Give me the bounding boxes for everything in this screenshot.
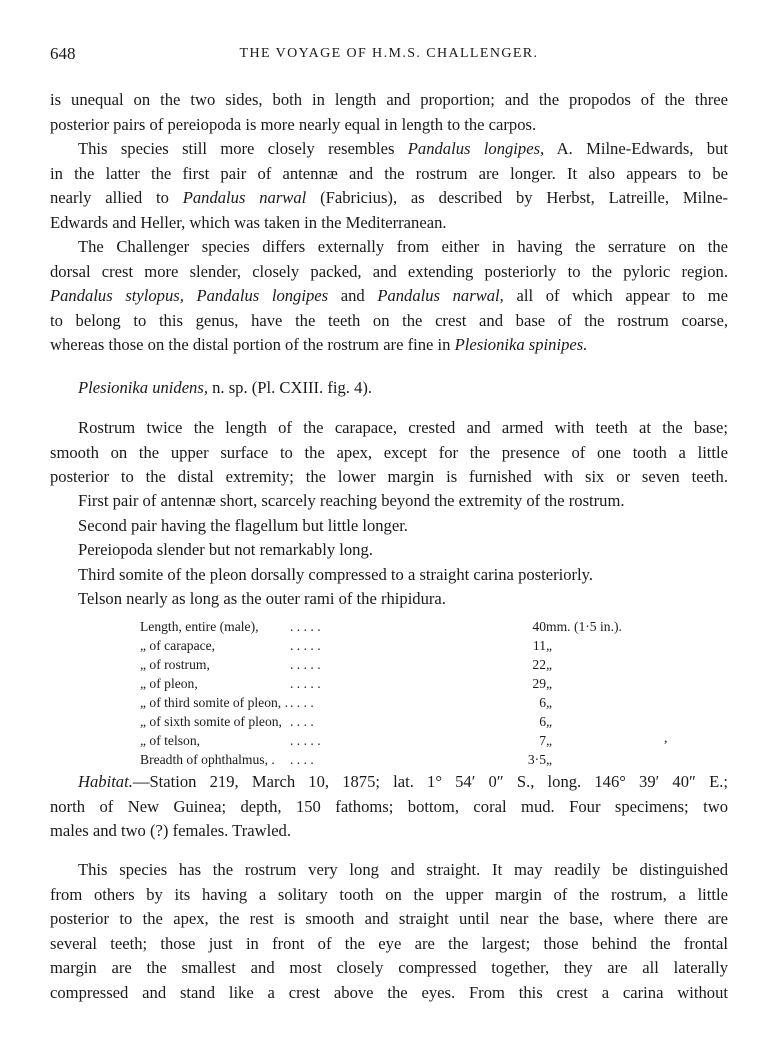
taxon-name: Pandalus longipes,: [407, 139, 545, 158]
leader-dots: . . . . .: [290, 676, 321, 691]
measurement-value: 40: [532, 619, 546, 634]
description-rostrum: [50, 416, 728, 490]
measurement-row: [140, 617, 636, 636]
measurement-row: [140, 636, 636, 655]
text-line: posterior to the distal extremity; the lower margin is furnished with six or seven teeth.: [50, 467, 728, 486]
measurement-unit: mm. (1·5 in.).: [546, 619, 622, 634]
leader-dots: . . . .: [290, 695, 314, 710]
text-line: from others by its having a solitary tooth on the upper margin of the rostrum, a little: [50, 884, 728, 904]
measurement-value: 29: [532, 676, 546, 691]
leader-dots: . . . . .: [290, 638, 321, 653]
measurement-value: 3·5: [527, 752, 546, 767]
habitat-paragraph: [50, 770, 728, 844]
text-line: Edwards and Heller, which was taken in the Mediterranean.: [50, 212, 447, 232]
leader-dots: . . . .: [290, 752, 314, 767]
page-number: 648: [50, 44, 76, 63]
measurement-label: „ of pleon,: [140, 676, 198, 691]
measurement-row: [140, 750, 636, 769]
measurements-table: [140, 617, 636, 769]
text-line: to belong to this genus, have the teeth on the crest and base of the rostrum coarse,: [50, 310, 728, 330]
text-line: several teeth; those just in front of the eye are the largest; those behind the frontal: [50, 933, 728, 953]
paragraph-comparison: [50, 137, 728, 235]
text-line: north of New Guinea; depth, 150 fathoms; bottom, coral mud. Four specimens; two: [50, 796, 728, 816]
text-line: posterior pairs of pereiopoda is more nearly equal in length to the carpos.: [50, 114, 537, 134]
text-line: in the latter the first pair of antennæ and the rostrum are longer. It also appears to be: [50, 163, 728, 183]
species-heading: Plesionika unidens, n. sp. (Pl. CXIII. fig. 4).: [78, 378, 373, 397]
closing-paragraph: [50, 858, 728, 1005]
running-title: THE VOYAGE OF H.M.S. CHALLENGER.: [239, 46, 539, 61]
paragraph-continuation: [50, 88, 728, 137]
leader-dots: . . . . .: [290, 657, 321, 672]
text-line: is unequal on the two sides, both in length and proportion; and the propodos of the three: [50, 90, 728, 109]
text-line: This species still more closely resembles Pandalus longipes, A. Milne-Edwards, but: [78, 139, 728, 158]
species-name: Plesionika unidens,: [78, 378, 208, 397]
text-line: Third somite of the pleon dorsally compressed to a straight carina posteriorly.: [78, 564, 594, 584]
measurement-value: 11: [532, 638, 546, 653]
text-line: First pair of antennæ short, scarcely reaching beyond the extremity of the rostrum.: [78, 491, 625, 510]
measurement-unit: „: [546, 676, 553, 691]
measurement-unit: „: [546, 733, 553, 748]
measurement-label: Breadth of ophthalmus, .: [140, 752, 275, 767]
text-line: nearly allied to Pandalus narwal (Fabricius), as described by Herbst, Latreille, Milne-: [50, 188, 728, 207]
leader-dots: . . . .: [290, 714, 314, 729]
measurement-unit: „: [546, 638, 553, 653]
measurement-value: 6: [539, 714, 546, 729]
measurement-unit: „: [546, 695, 553, 710]
description-characters: [50, 489, 728, 612]
text-line: Second pair having the flagellum but little longer.: [78, 515, 408, 535]
measurement-row: [140, 693, 636, 712]
text-line: Habitat.—Station 219, March 10, 1875; lat. 1° 54′ 0″ S., long. 146° 39′ 40″ E.;: [78, 772, 728, 791]
measurement-label: Length, entire (male),: [140, 619, 259, 634]
taxon-name: Plesionika spinipes.: [454, 335, 588, 354]
measurement-value: 22: [532, 657, 546, 672]
measurement-label: „ of sixth somite of pleon,: [140, 714, 282, 729]
leader-dots: . . . . .: [290, 733, 321, 748]
text-line: smooth on the upper surface to the apex, except for the presence of one tooth a little: [50, 442, 728, 462]
measurement-row: [140, 674, 636, 693]
text-line: Telson nearly as long as the outer rami of the rhipidura.: [78, 589, 446, 608]
paragraph-differences: [50, 235, 728, 358]
measurement-label: „ of third somite of pleon, .: [140, 695, 288, 710]
measurement-row: [140, 712, 636, 731]
measurement-label: „ of rostrum,: [140, 657, 210, 672]
measurement-value: 6: [539, 695, 546, 710]
page-header: [50, 44, 728, 70]
measurement-label: „ of carapace,: [140, 638, 216, 653]
text-line: margin are the smallest and most closely compressed together, they are all laterally: [50, 958, 728, 977]
text-line: males and two (?) females. Trawled.: [50, 821, 292, 840]
taxon-name: Pandalus narwal,: [377, 286, 504, 305]
habitat-label: Habitat.: [78, 772, 133, 791]
measurement-unit: „: [546, 752, 553, 767]
taxon-name: Pandalus narwal: [182, 188, 307, 207]
text-line: dorsal crest more slender, closely packed, and extending posteriorly to the pyloric region.: [50, 261, 728, 281]
measurement-row: [140, 655, 636, 674]
measurement-value: 7: [539, 733, 546, 748]
text-line: Pereiopoda slender but not remarkably long.: [78, 540, 373, 559]
text-line: compressed and stand like a crest above the eyes. From this crest a carina without: [50, 982, 728, 1002]
measurement-row: [140, 731, 636, 750]
text-line: Pandalus stylopus, Pandalus longipes and Pandalus narwal, all of which appear to me: [50, 286, 729, 305]
text-line: posterior to the apex, the rest is smooth and straight until near the base, where there are: [50, 909, 728, 928]
taxon-name: Pandalus stylopus, Pandalus longipes: [50, 286, 329, 305]
text-line: This species has the rostrum very long and straight. It may readily be distinguished: [78, 860, 728, 879]
text-line: Rostrum twice the length of the carapace, crested and armed with teeth at the base;: [78, 418, 728, 437]
text-line: The Challenger species differs externally from either in having the serrature on the: [78, 237, 728, 256]
measurement-unit: „: [546, 657, 553, 672]
leader-dots: . . . . .: [290, 619, 321, 634]
measurement-unit: „: [546, 714, 553, 729]
text-line: whereas those on the distal portion of the rostrum are fine in Plesionika spinipes.: [50, 335, 588, 354]
measurement-label: „ of telson,: [140, 733, 201, 748]
stray-mark: ,: [664, 731, 668, 746]
